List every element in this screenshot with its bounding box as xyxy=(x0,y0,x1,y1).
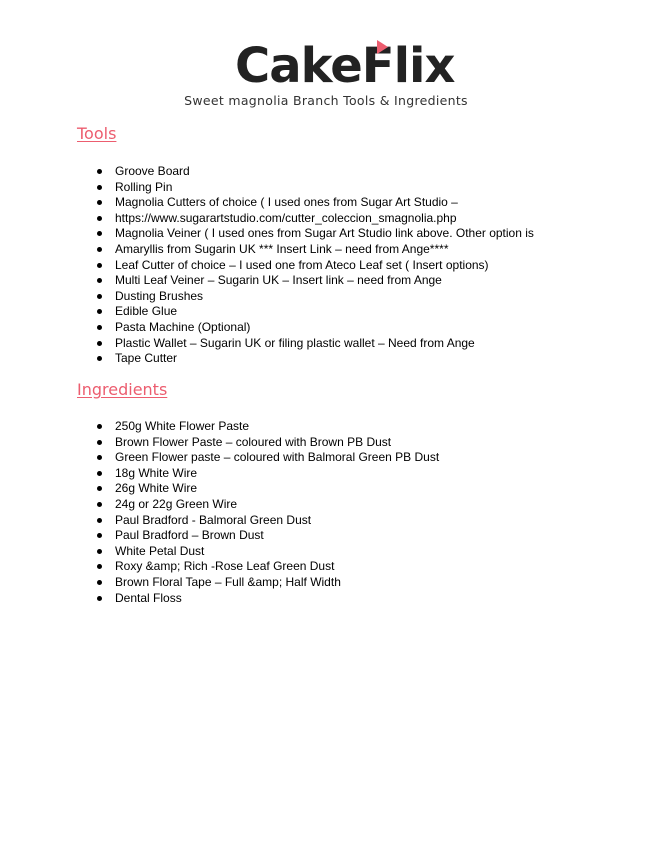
bullet-icon xyxy=(97,486,102,491)
list-item-text: Rolling Pin xyxy=(115,179,173,194)
list-item-text: Dusting Brushes xyxy=(115,288,204,303)
list-item xyxy=(97,164,534,180)
list-item xyxy=(97,419,439,435)
list-item xyxy=(97,273,534,289)
bullet-icon xyxy=(97,341,102,346)
list-item xyxy=(97,195,534,211)
tools-list xyxy=(97,164,534,367)
list-item-text: Multi Leaf Veiner – Sugarin UK – Insert link – need from Ange xyxy=(115,273,442,288)
list-item-text: Dental Floss xyxy=(115,590,182,605)
list-item-text: 18g White Wire xyxy=(115,465,198,480)
list-item-text: 24g or 22g Green Wire xyxy=(115,496,238,511)
bullet-icon xyxy=(97,325,102,330)
list-item xyxy=(97,497,439,513)
bullet-icon xyxy=(97,169,102,174)
list-item-text: Groove Board xyxy=(115,164,190,178)
list-item xyxy=(97,289,534,305)
list-item-text: Brown Flower Paste – coloured with Brown PB Dust xyxy=(115,434,392,449)
list-item-text: 26g White Wire xyxy=(115,481,198,496)
list-item xyxy=(97,180,534,196)
bullet-icon xyxy=(97,185,102,190)
list-item xyxy=(97,242,534,258)
cakeflix-logo xyxy=(235,36,455,96)
list-item-text: Paul Bradford - Balmoral Green Dust xyxy=(115,512,312,527)
bullet-icon xyxy=(97,471,102,476)
list-item-text: Brown Floral Tape – Full &amp; Half Width xyxy=(115,574,341,589)
list-item xyxy=(97,575,439,591)
list-item-text: Edible Glue xyxy=(115,304,178,319)
bullet-icon xyxy=(97,455,102,460)
list-item xyxy=(97,481,439,497)
list-item xyxy=(97,528,439,544)
bullet-icon xyxy=(97,518,102,523)
list-item xyxy=(97,513,439,529)
list-item xyxy=(97,226,534,242)
list-item-text: Plastic Wallet – Sugarin UK or filing plastic wallet – Need from Ange xyxy=(115,335,475,350)
play-icon xyxy=(377,40,388,54)
list-item xyxy=(97,466,439,482)
bullet-icon xyxy=(97,263,102,268)
bullet-icon xyxy=(97,549,102,554)
ingredients-heading: Ingredients xyxy=(77,380,168,399)
bullet-icon xyxy=(97,294,102,299)
bullet-icon xyxy=(97,533,102,538)
bullet-icon xyxy=(97,200,102,205)
list-item-text: https://www.sugarartstudio.com/cutter_coleccion_smagnolia.php xyxy=(115,210,457,225)
list-item xyxy=(97,258,534,274)
list-item-text: Pasta Machine (Optional) xyxy=(115,319,251,334)
list-item-text: 250g White Flower Paste xyxy=(115,419,250,433)
document-subtitle: Sweet magnolia Branch Tools & Ingredients xyxy=(184,93,468,108)
bullet-icon xyxy=(97,502,102,507)
bullet-icon xyxy=(97,309,102,314)
list-item xyxy=(97,320,534,336)
bullet-icon xyxy=(97,247,102,252)
list-item xyxy=(97,450,439,466)
bullet-icon xyxy=(97,216,102,221)
tools-heading: Tools xyxy=(77,124,117,143)
logo-text: CakeFlix xyxy=(235,38,455,94)
list-item xyxy=(97,211,534,227)
list-item-text: Magnolia Veiner ( I used ones from Sugar Art Studio link above. Other option is xyxy=(115,226,534,241)
list-item-text: White Petal Dust xyxy=(115,543,205,558)
bullet-icon xyxy=(97,440,102,445)
bullet-icon xyxy=(97,580,102,585)
bullet-icon xyxy=(97,278,102,283)
list-item-text: Magnolia Cutters of choice ( I used ones from Sugar Art Studio – xyxy=(115,195,458,210)
list-item xyxy=(97,336,534,352)
bullet-icon xyxy=(97,231,102,236)
bullet-icon xyxy=(97,424,102,429)
bullet-icon xyxy=(97,356,102,361)
list-item-text: Green Flower paste – coloured with Balmoral Green PB Dust xyxy=(115,450,440,465)
bullet-icon xyxy=(97,596,102,601)
bullet-icon xyxy=(97,564,102,569)
ingredients-list xyxy=(97,419,439,606)
list-item-text: Paul Bradford – Brown Dust xyxy=(115,528,264,543)
list-item-text: Tape Cutter xyxy=(115,351,178,366)
list-item xyxy=(97,304,534,320)
list-item xyxy=(97,591,439,607)
list-item xyxy=(97,544,439,560)
list-item-text: Leaf Cutter of choice – I used one from Ateco Leaf set ( Insert options) xyxy=(115,257,489,272)
list-item xyxy=(97,559,439,575)
list-item xyxy=(97,435,439,451)
list-item xyxy=(97,351,534,367)
list-item-text: Roxy &amp; Rich -Rose Leaf Green Dust xyxy=(115,559,335,574)
list-item-text: Amaryllis from Sugarin UK *** Insert Link – need from Ange**** xyxy=(115,241,449,256)
